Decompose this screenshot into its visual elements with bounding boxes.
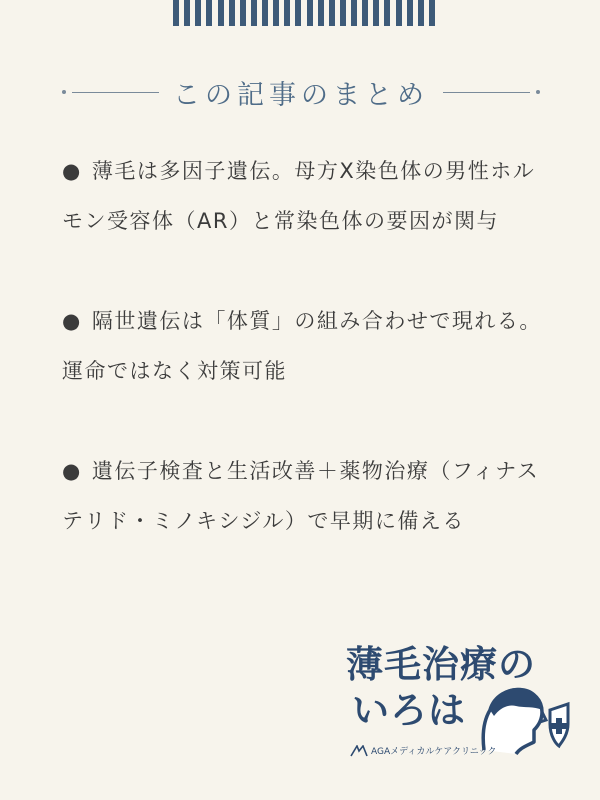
summary-point bbox=[62, 296, 552, 396]
site-logo bbox=[346, 640, 576, 770]
top-stripes-decoration bbox=[173, 0, 435, 26]
brand-row bbox=[350, 744, 496, 757]
brand-mark-icon bbox=[350, 745, 368, 757]
summary-point-text: 隔世遺伝は「体質」の組み合わせで現れる。運命ではなく対策可能 bbox=[62, 309, 542, 383]
bullet-icon: ● bbox=[62, 309, 82, 333]
summary-heading-row bbox=[62, 72, 540, 112]
logo-title-line1: 薄毛治療の bbox=[346, 643, 536, 686]
summary-point bbox=[62, 446, 552, 546]
divider-line-right bbox=[443, 92, 530, 93]
summary-point bbox=[62, 146, 552, 246]
divider-line-left bbox=[72, 92, 159, 93]
summary-points bbox=[62, 146, 552, 596]
divider-dot-right bbox=[536, 90, 540, 94]
bullet-icon: ● bbox=[62, 459, 82, 483]
summary-point-text: 遺伝子検査と生活改善＋薬物治療（フィナステリド・ミノキシジル）で早期に備える bbox=[62, 459, 540, 533]
divider-dot-left bbox=[62, 90, 66, 94]
summary-point-text: 薄毛は多因子遺伝。母方X染色体の男性ホルモン受容体（AR）と常染色体の要因が関与 bbox=[62, 159, 536, 233]
bullet-icon: ● bbox=[62, 159, 82, 183]
brand-name: AGAメディカルケアクリニック bbox=[371, 747, 497, 757]
summary-heading: この記事のまとめ bbox=[173, 79, 429, 111]
logo-title-line2: いろは bbox=[352, 689, 466, 732]
